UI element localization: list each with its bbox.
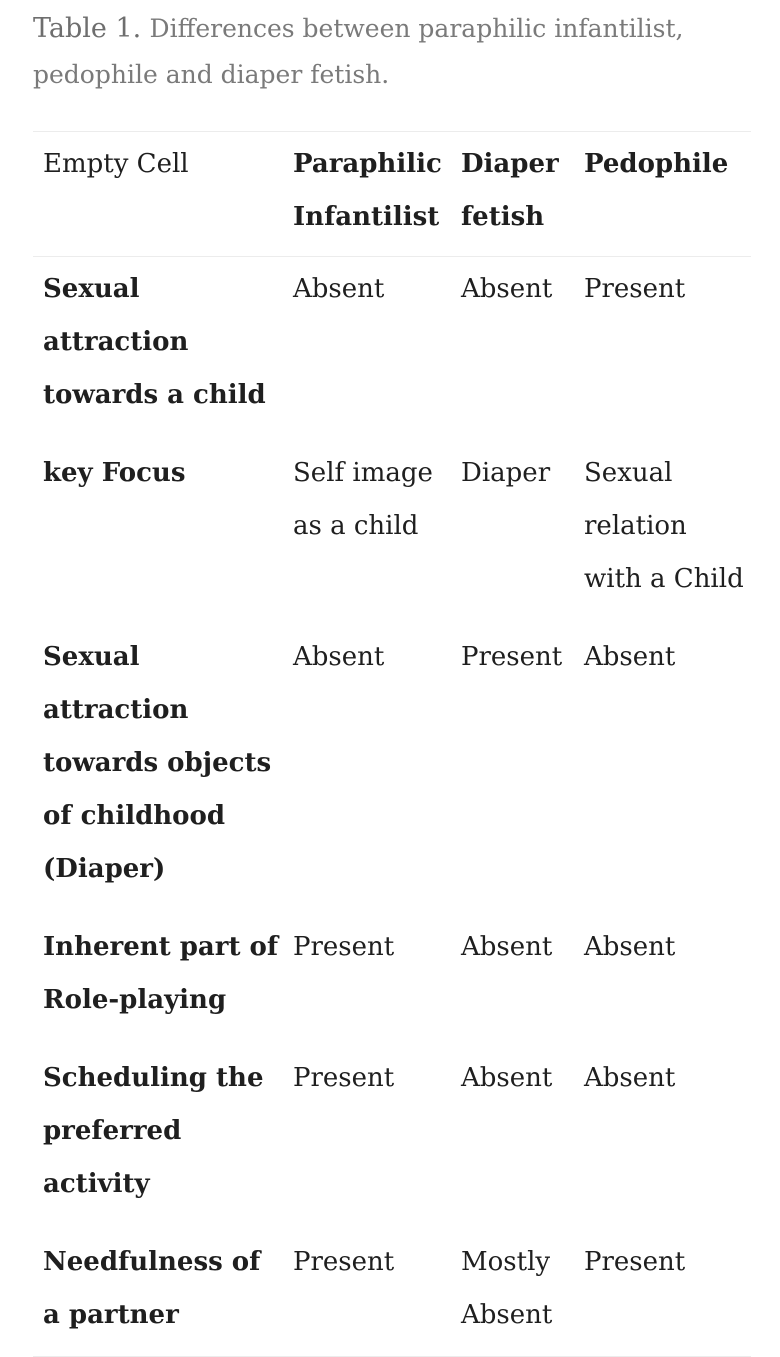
table-row	[33, 624, 751, 914]
table-cell: Present	[584, 274, 686, 304]
table-cell: Mostly Absent	[461, 1247, 553, 1330]
header-cell-paraphilic-infantilist: Paraphilic Infantilist	[293, 149, 442, 232]
table-row	[33, 257, 751, 441]
table-cell: Diaper	[461, 458, 551, 488]
comparison-table	[33, 131, 751, 1357]
table-cell: Present	[584, 1247, 686, 1277]
table-caption-label: Table 1.	[33, 13, 142, 44]
table-cell: Present	[293, 932, 395, 962]
table-body	[33, 257, 751, 1357]
table-cell: Absent	[293, 274, 385, 304]
table-cell: Self image as a child	[293, 458, 433, 541]
row-header-cell: Sexual attraction towards objects of childhood (Diaper)	[43, 642, 272, 884]
table-header	[33, 132, 751, 257]
table-cell: Absent	[584, 642, 676, 672]
header-cell-empty: Empty Cell	[43, 149, 189, 179]
table-row	[33, 1229, 751, 1357]
comparison-table-container	[33, 131, 751, 1357]
table-cell: Present	[293, 1063, 395, 1093]
header-cell-diaper-fetish: Diaper fetish	[461, 149, 559, 232]
table-row	[33, 1045, 751, 1229]
row-header-cell: Needfulness of a partner	[43, 1247, 261, 1330]
table-cell: Present	[461, 642, 563, 672]
table-cell: Absent	[584, 932, 676, 962]
table-cell: Absent	[584, 1063, 676, 1093]
table-cell: Sexual relation with a Child	[584, 458, 744, 594]
table-cell: Absent	[461, 1063, 553, 1093]
row-header-cell: Inherent part of Role-playing	[43, 932, 279, 1015]
table-cell: Present	[293, 1247, 395, 1277]
header-cell-pedophile: Pedophile	[584, 149, 729, 179]
table-row	[33, 440, 751, 624]
table-row	[33, 914, 751, 1045]
table-cell: Absent	[461, 274, 553, 304]
table-caption-text: Differences between paraphilic infantilist, pedophile and diaper fetish.	[33, 14, 684, 89]
row-header-cell: Scheduling the preferred activity	[43, 1063, 264, 1199]
table-cell: Absent	[293, 642, 385, 672]
header-row	[33, 132, 751, 257]
table-caption	[33, 6, 753, 98]
row-header-cell: key Focus	[43, 458, 186, 488]
table-cell: Absent	[461, 932, 553, 962]
row-header-cell: Sexual attraction towards a child	[43, 274, 266, 410]
